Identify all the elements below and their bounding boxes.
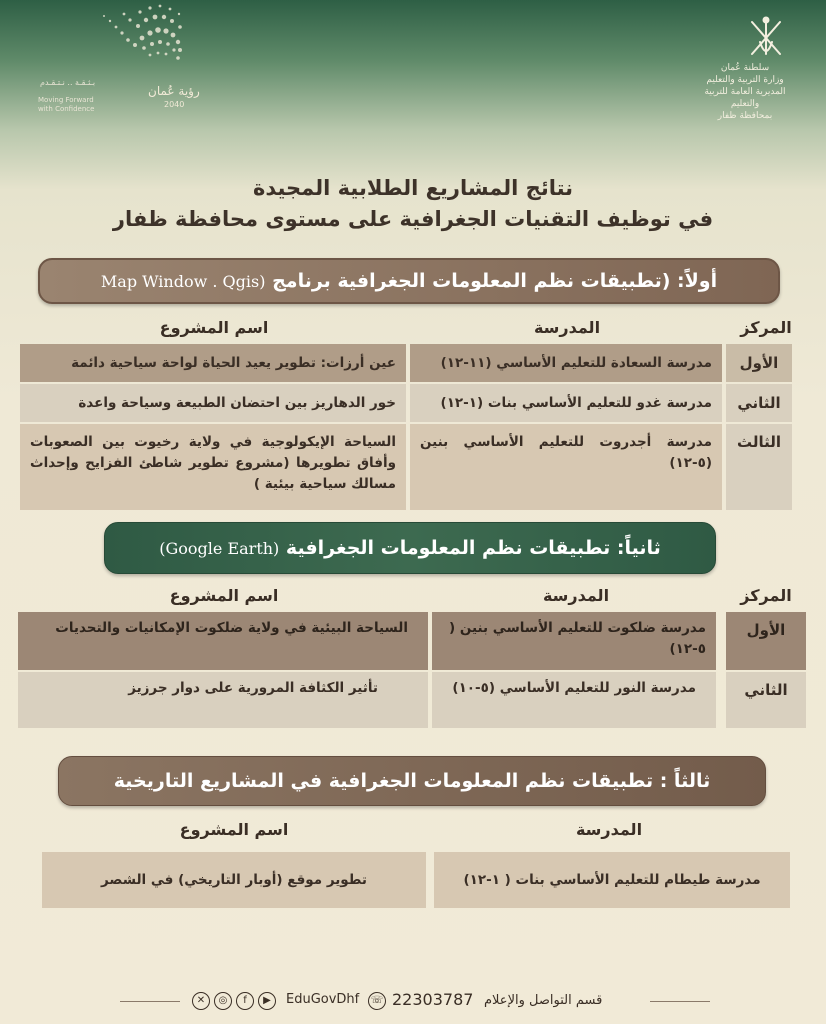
section1-rank-1: الأول (726, 344, 792, 382)
section3-header-school: المدرسة (575, 820, 643, 839)
section3-school-1: مدرسة طيطام للتعليم الأساسي بنات ( ١-١٢) (434, 852, 790, 908)
section1-school-1: مدرسة السعادة للتعليم الأساسي (١١-١٢) (410, 344, 722, 382)
section1-title-ar: أولاً: (تطبيقات نظم المعلومات الجغرافية برنامج (272, 270, 718, 292)
section2-title-en: (Google Earth) (159, 538, 280, 558)
ministry-line: سلطنة عُمان (720, 63, 770, 73)
ministry-line: بمحافظة ظفار (717, 111, 773, 121)
section1-header-project: اسم المشروع (159, 318, 269, 337)
section1-title-en: Map Window . Qgis) (100, 271, 266, 291)
vision-title: رؤية عُمان (148, 84, 200, 98)
section2-title-ar: ثانياً: تطبيقات نظم المعلومات الجغرافية (285, 537, 661, 559)
footer-divider (120, 1001, 180, 1002)
footer-handle: EduGovDhf (286, 992, 360, 1007)
section2-rank-1: الأول (726, 612, 806, 670)
section1-header-rank: المركز (740, 318, 792, 337)
section1-header-school: المدرسة (533, 318, 601, 337)
section2-school-1: مدرسة ضلكوت للتعليم الأساسي بنين ( ٥-١٢) (432, 612, 716, 670)
section3-header-project: اسم المشروع (179, 820, 289, 839)
section2-project-1: السياحة البيئية في ولاية ضلكوت الإمكانيات والتحديات (18, 612, 428, 670)
ministry-name (690, 62, 800, 122)
vision-year: 2040 (164, 100, 185, 109)
section2-rank-2: الثاني (726, 672, 806, 728)
section2-header-school: المدرسة (542, 586, 610, 605)
ministry-line: وزارة التربية والتعليم (706, 75, 784, 85)
section2-header-rank: المركز (740, 586, 792, 605)
section1-banner (38, 258, 780, 304)
x-icon[interactable]: ✕ (192, 992, 210, 1010)
section2-header-project: اسم المشروع (169, 586, 279, 605)
vision-slogan-ar: بـثـقـة .. نـتـقـدم (40, 78, 96, 87)
footer-divider (650, 1001, 710, 1002)
section2-banner (104, 522, 716, 574)
oman-emblem-icon (746, 14, 786, 62)
vision-ring-icon (80, 0, 190, 90)
section3-project-1: تطوير موقع (أوبار التاريخي) في الشصر (42, 852, 426, 908)
section2-project-2: تأثير الكثافة المرورية على دوار جرزيز (18, 672, 428, 728)
phone-icon: ☏ (368, 992, 386, 1010)
section1-project-3: السياحة الإيكولوجية في ولاية رخيوت بين الصعوبات وأفاق تطويرها (مشروع تطوير شاطئ الفزايح وإحداث مسالك سياحية بيئية ) (20, 424, 406, 510)
section1-rank-3: الثالث (726, 424, 792, 510)
section1-rank-2: الثاني (726, 384, 792, 422)
page-title-line1: نتائج المشاريع الطلابية المجيدة (252, 176, 574, 200)
facebook-icon[interactable]: f (236, 992, 254, 1010)
section3-banner (58, 756, 766, 806)
vision-slogan-en: Moving Forward with Confidence (38, 96, 95, 113)
section1-project-2: خور الدهاريز بين احتضان الطبيعة وسياحة واعدة (20, 384, 406, 422)
footer-phone: 22303787 (392, 990, 474, 1009)
section3-title-ar: ثالثاً : تطبيقات نظم المعلومات الجغرافية في المشاريع التاريخية (113, 770, 711, 792)
section1-school-3: مدرسة أجدروت للتعليم الأساسي بنين (٥-١٢) (410, 424, 722, 510)
youtube-icon[interactable]: ▶ (258, 992, 276, 1010)
ministry-line: المديرية العامة للتربية والتعليم (704, 87, 786, 109)
footer (0, 990, 826, 1014)
instagram-icon[interactable]: ◎ (214, 992, 232, 1010)
section2-school-2: مدرسة النور للتعليم الأساسي (٥-١٠) (432, 672, 716, 728)
page-title-line2: في توظيف التقنيات الجغرافية على مستوى محافظة ظفار (112, 207, 714, 231)
footer-department: قسم التواصل والإعلام (484, 993, 603, 1008)
section1-school-2: مدرسة غدو للتعليم الأساسي بنات (١-١٢) (410, 384, 722, 422)
section1-project-1: عين أرزات: تطوير يعيد الحياة لواحة سياحية دائمة (20, 344, 406, 382)
